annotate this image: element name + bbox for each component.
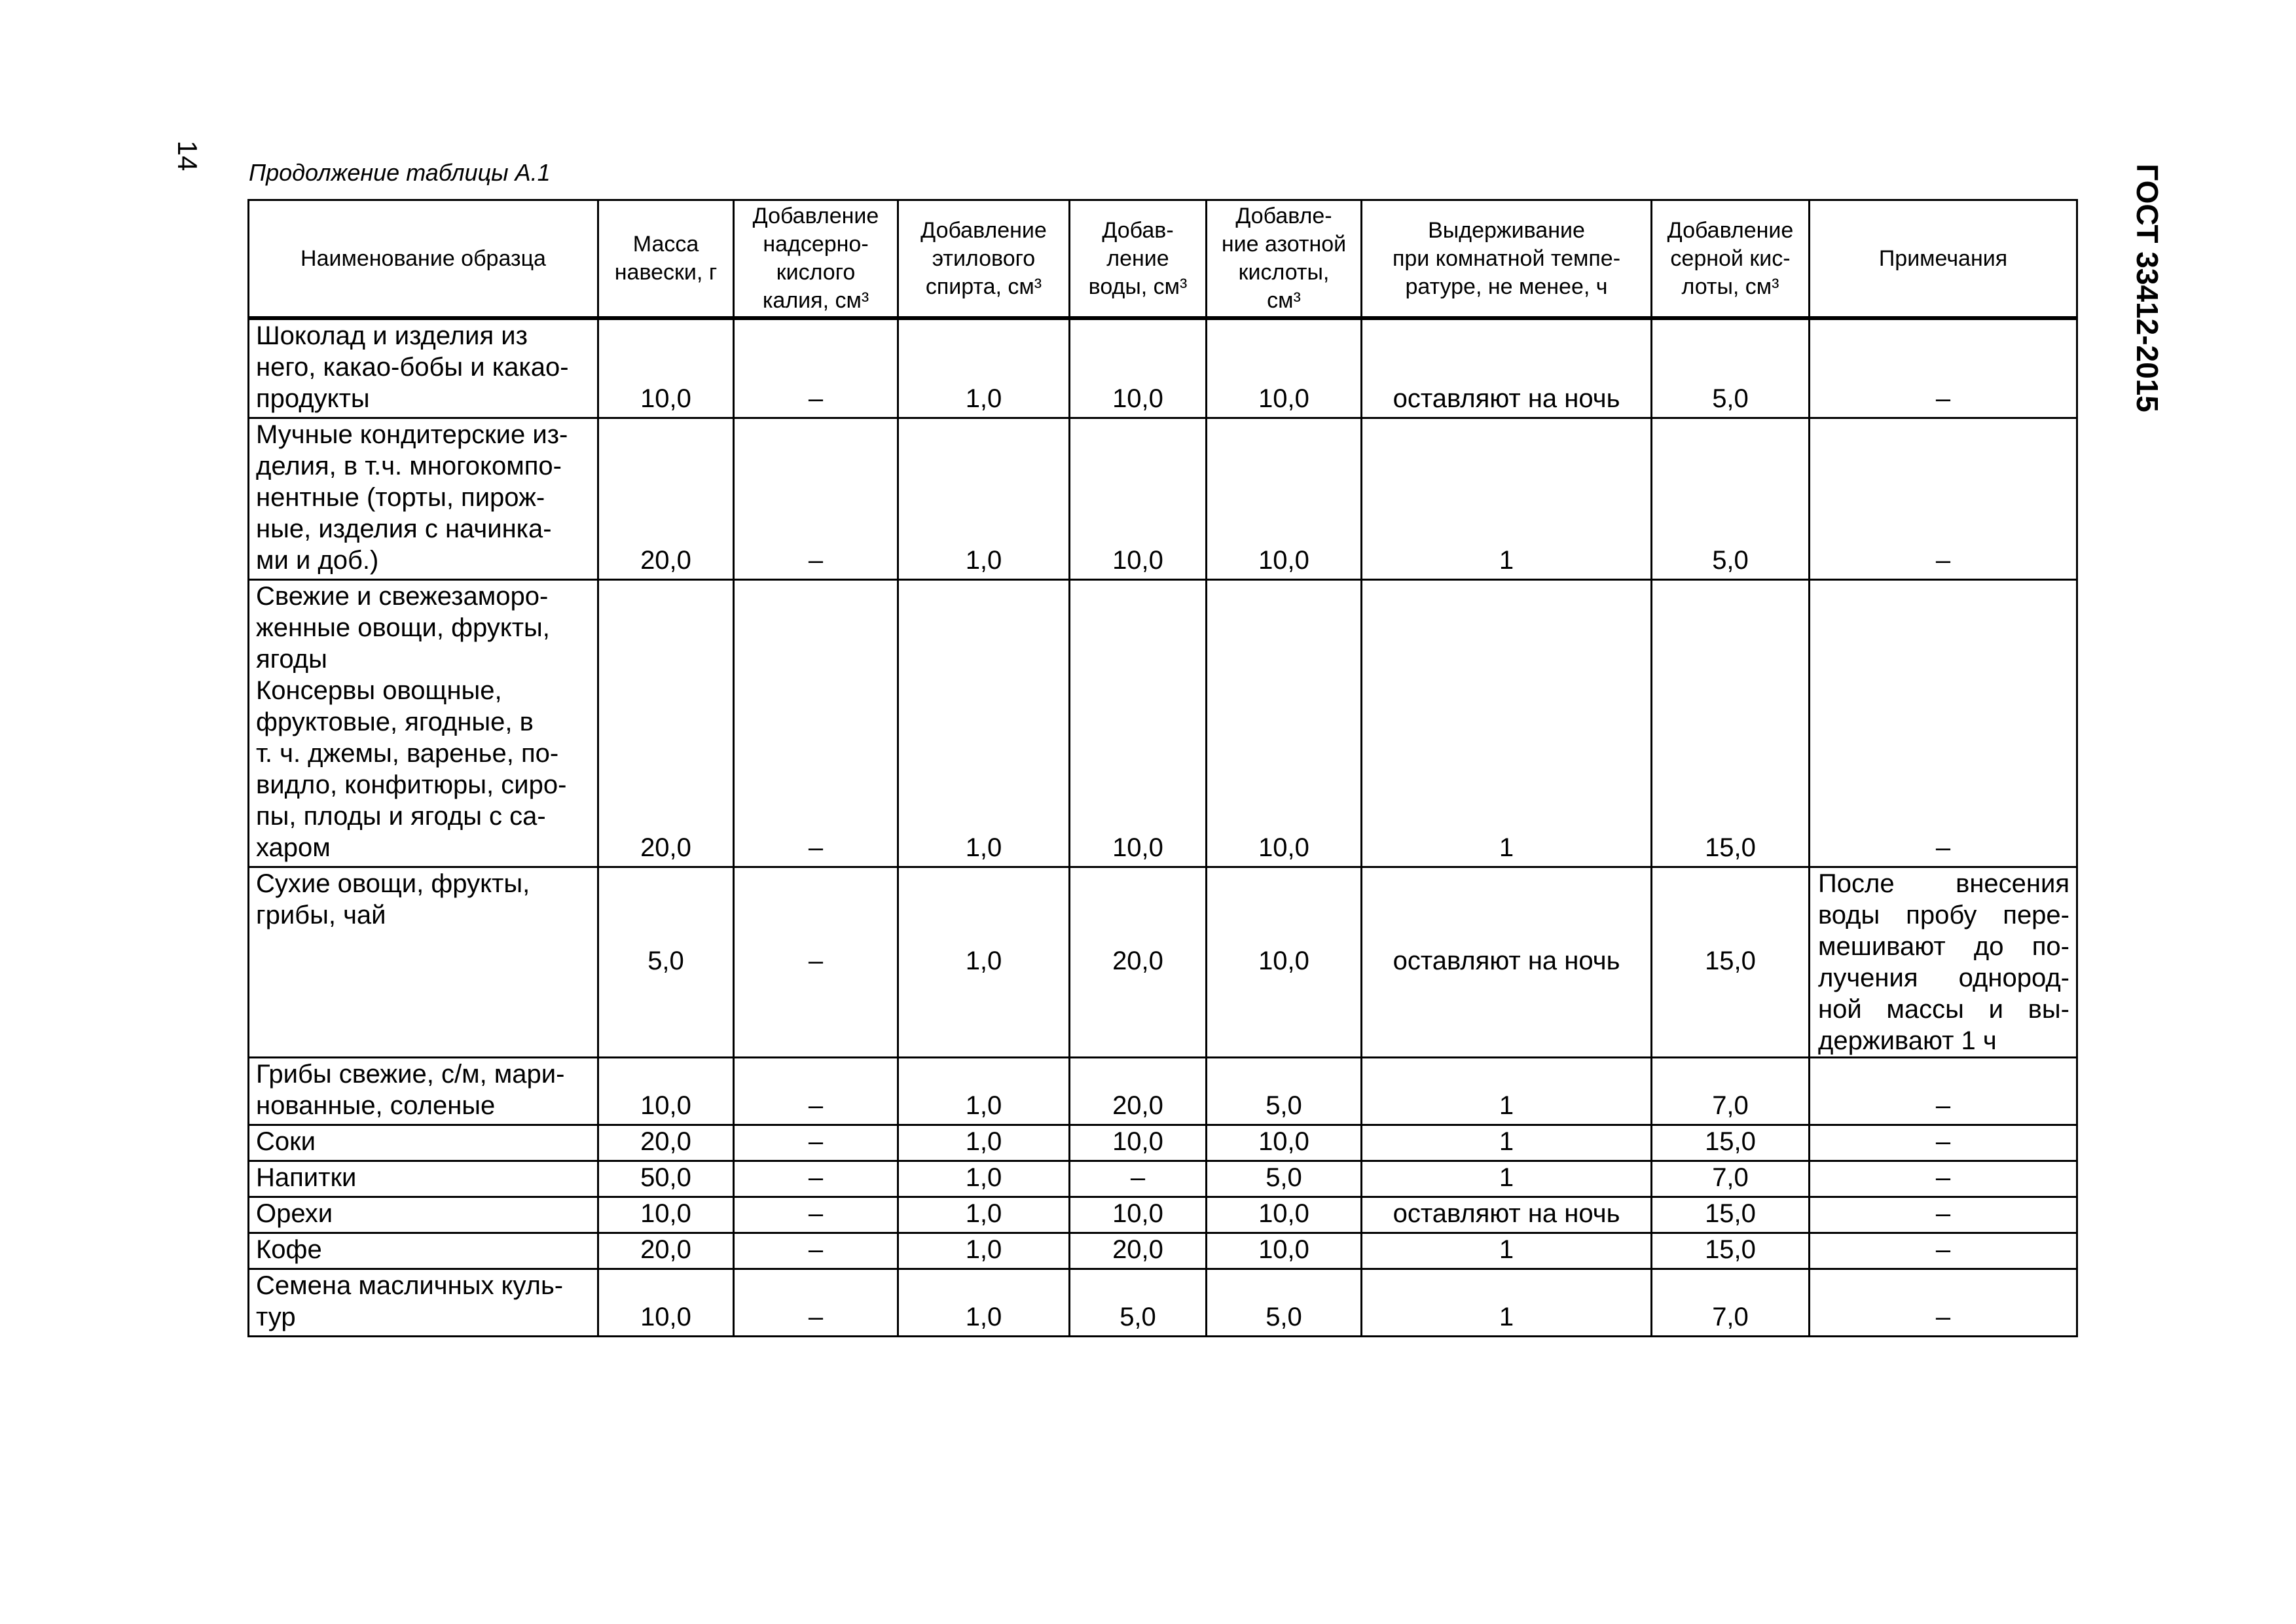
document-id: ГОСТ 33412-2015 bbox=[2130, 164, 2164, 412]
table-cell: оставляют на ночь bbox=[1362, 867, 1652, 1058]
table-cell: 1,0 bbox=[898, 1125, 1070, 1161]
table-cell: – bbox=[734, 1058, 898, 1125]
table-cell: 1 bbox=[1362, 1269, 1652, 1337]
table-row bbox=[249, 1269, 2077, 1337]
table-cell: 5,0 bbox=[1207, 1058, 1362, 1125]
table-cell: 5,0 bbox=[1207, 1161, 1362, 1197]
table-cell: 1 bbox=[1362, 1058, 1652, 1125]
sample-name-cell bbox=[249, 1058, 598, 1125]
table-cell: – bbox=[734, 867, 898, 1058]
table-cell: 15,0 bbox=[1652, 1197, 1810, 1233]
table-header-row bbox=[249, 200, 2077, 319]
sample-name-cell bbox=[249, 867, 598, 1058]
table-cell: 1 bbox=[1362, 580, 1652, 867]
table-cell: 5,0 bbox=[1652, 318, 1810, 418]
table-cell: 10,0 bbox=[1070, 1197, 1207, 1233]
sample-name: Мучные кондитерские из- делия, в т.ч. многокомпо- нентные (торты, пирож- ные, изделия с начинка- ми и доб.) bbox=[256, 420, 568, 575]
table-cell: 10,0 bbox=[1207, 867, 1362, 1058]
sample-name-cell bbox=[249, 318, 598, 418]
table-row bbox=[249, 1058, 2077, 1125]
table-cell: 7,0 bbox=[1652, 1269, 1810, 1337]
table-cell: 10,0 bbox=[1207, 318, 1362, 418]
column-header: Добавление этилового спирта, см³ bbox=[898, 200, 1070, 319]
table-cell: 10,0 bbox=[1207, 418, 1362, 580]
data-table bbox=[247, 199, 2078, 1337]
table-cell: 15,0 bbox=[1652, 1233, 1810, 1269]
table-cell: 10,0 bbox=[598, 1197, 734, 1233]
sample-name-cell bbox=[249, 1125, 598, 1161]
table-cell: 1 bbox=[1362, 1161, 1652, 1197]
column-header: Добавление надсерно- кислого калия, см³ bbox=[734, 200, 898, 319]
sample-name-cell bbox=[249, 1161, 598, 1197]
table-cell: – bbox=[734, 580, 898, 867]
table-cell: 1,0 bbox=[898, 1058, 1070, 1125]
table-cell: 15,0 bbox=[1652, 580, 1810, 867]
table-cell: 50,0 bbox=[598, 1161, 734, 1197]
table-cell: – bbox=[1810, 1269, 2077, 1337]
column-header: Наименование образца bbox=[249, 200, 598, 319]
table-cell: 7,0 bbox=[1652, 1058, 1810, 1125]
table-caption: Продолжение таблицы А.1 bbox=[249, 159, 551, 186]
sample-name: Свежие и свежезаморо- женные овощи, фрукты, ягоды Консервы овощные, фруктовые, ягодные, в т. ч. джемы, варенье, по- видло, конфитюры, сиро- пы, плоды и ягоды с са- харом bbox=[256, 582, 567, 862]
table-cell: 1,0 bbox=[898, 1197, 1070, 1233]
table-row bbox=[249, 1125, 2077, 1161]
table-cell: 10,0 bbox=[1207, 580, 1362, 867]
table-cell: – bbox=[1810, 580, 2077, 867]
table-cell: – bbox=[1810, 1197, 2077, 1233]
table-cell: 20,0 bbox=[598, 1233, 734, 1269]
column-header: Добав- ление воды, см³ bbox=[1070, 200, 1207, 319]
table-cell: 5,0 bbox=[598, 867, 734, 1058]
table-row bbox=[249, 580, 2077, 867]
table-cell: – bbox=[1810, 1058, 2077, 1125]
table-row bbox=[249, 1233, 2077, 1269]
table-cell: 1,0 bbox=[898, 1233, 1070, 1269]
table-cell: 10,0 bbox=[1207, 1233, 1362, 1269]
table-cell: 10,0 bbox=[598, 1058, 734, 1125]
table-cell: – bbox=[734, 1125, 898, 1161]
table-cell: 20,0 bbox=[1070, 1233, 1207, 1269]
table-cell: 7,0 bbox=[1652, 1161, 1810, 1197]
table-cell: 5,0 bbox=[1070, 1269, 1207, 1337]
table-cell: 10,0 bbox=[1207, 1125, 1362, 1161]
table-cell: – bbox=[1070, 1161, 1207, 1197]
table-cell: – bbox=[734, 1269, 898, 1337]
table-cell: 5,0 bbox=[1207, 1269, 1362, 1337]
table-cell: – bbox=[734, 1233, 898, 1269]
table-cell: 1,0 bbox=[898, 418, 1070, 580]
table-cell: – bbox=[1810, 1161, 2077, 1197]
table-cell: 20,0 bbox=[598, 580, 734, 867]
sample-name: Напитки bbox=[256, 1163, 357, 1192]
table-cell: оставляют на ночь bbox=[1362, 318, 1652, 418]
table-row bbox=[249, 867, 2077, 1058]
column-header: Масса навески, г bbox=[598, 200, 734, 319]
table-cell: 20,0 bbox=[1070, 1058, 1207, 1125]
table-cell: 1,0 bbox=[898, 1161, 1070, 1197]
column-header: Примечания bbox=[1810, 200, 2077, 319]
sample-name: Грибы свежие, с/м, мари- нованные, соленые bbox=[256, 1060, 565, 1120]
table-cell: 10,0 bbox=[598, 1269, 734, 1337]
sample-name: Соки bbox=[256, 1127, 316, 1156]
column-header: Добавле- ние азотной кислоты, см³ bbox=[1207, 200, 1362, 319]
sample-name-cell bbox=[249, 580, 598, 867]
table-row bbox=[249, 418, 2077, 580]
sample-name-cell bbox=[249, 418, 598, 580]
table-cell: 1 bbox=[1362, 1233, 1652, 1269]
column-header: Добавление серной кис- лоты, см³ bbox=[1652, 200, 1810, 319]
page-number: 14 bbox=[172, 140, 203, 171]
table-cell: 20,0 bbox=[598, 1125, 734, 1161]
table-cell: – bbox=[734, 1161, 898, 1197]
table-cell: 10,0 bbox=[1070, 318, 1207, 418]
table-row bbox=[249, 1197, 2077, 1233]
note-cell: После внесения воды пробу пере-мешивают до по-лучения однород-ной массы и вы-держивают 1 ч bbox=[1810, 867, 2077, 1058]
table-cell: 1,0 bbox=[898, 580, 1070, 867]
sample-name: Шоколад и изделия из него, какао-бобы и какао- продукты bbox=[256, 321, 569, 413]
sample-name: Сухие овощи, фрукты, грибы, чай bbox=[256, 869, 530, 929]
table-cell: – bbox=[1810, 318, 2077, 418]
table-row bbox=[249, 318, 2077, 418]
table-cell: 1 bbox=[1362, 1125, 1652, 1161]
table-cell: 10,0 bbox=[1070, 580, 1207, 867]
table-cell: – bbox=[1810, 418, 2077, 580]
sample-name: Кофе bbox=[256, 1235, 322, 1264]
table-cell: 10,0 bbox=[1070, 418, 1207, 580]
sample-name-cell bbox=[249, 1197, 598, 1233]
sample-name: Семена масличных куль- тур bbox=[256, 1271, 564, 1331]
table-cell: 1,0 bbox=[898, 1269, 1070, 1337]
table-body bbox=[249, 318, 2077, 1337]
table-cell: – bbox=[734, 1197, 898, 1233]
table-cell: 20,0 bbox=[1070, 867, 1207, 1058]
sample-name-cell bbox=[249, 1233, 598, 1269]
table-cell: 10,0 bbox=[598, 318, 734, 418]
sample-name-cell bbox=[249, 1269, 598, 1337]
table-cell: 1,0 bbox=[898, 318, 1070, 418]
table-cell: – bbox=[1810, 1125, 2077, 1161]
table-cell: – bbox=[734, 318, 898, 418]
table-cell: оставляют на ночь bbox=[1362, 1197, 1652, 1233]
table-cell: 15,0 bbox=[1652, 867, 1810, 1058]
table-cell: 10,0 bbox=[1070, 1125, 1207, 1161]
table-cell: 15,0 bbox=[1652, 1125, 1810, 1161]
table-cell: 1,0 bbox=[898, 867, 1070, 1058]
table-cell: 20,0 bbox=[598, 418, 734, 580]
sample-name: Орехи bbox=[256, 1199, 333, 1228]
table-cell: 5,0 bbox=[1652, 418, 1810, 580]
table-cell: – bbox=[734, 418, 898, 580]
table-cell: – bbox=[1810, 1233, 2077, 1269]
table-cell: 1 bbox=[1362, 418, 1652, 580]
table-row bbox=[249, 1161, 2077, 1197]
table-cell: 10,0 bbox=[1207, 1197, 1362, 1233]
column-header: Выдерживание при комнатной темпе- ратуре, не менее, ч bbox=[1362, 200, 1652, 319]
